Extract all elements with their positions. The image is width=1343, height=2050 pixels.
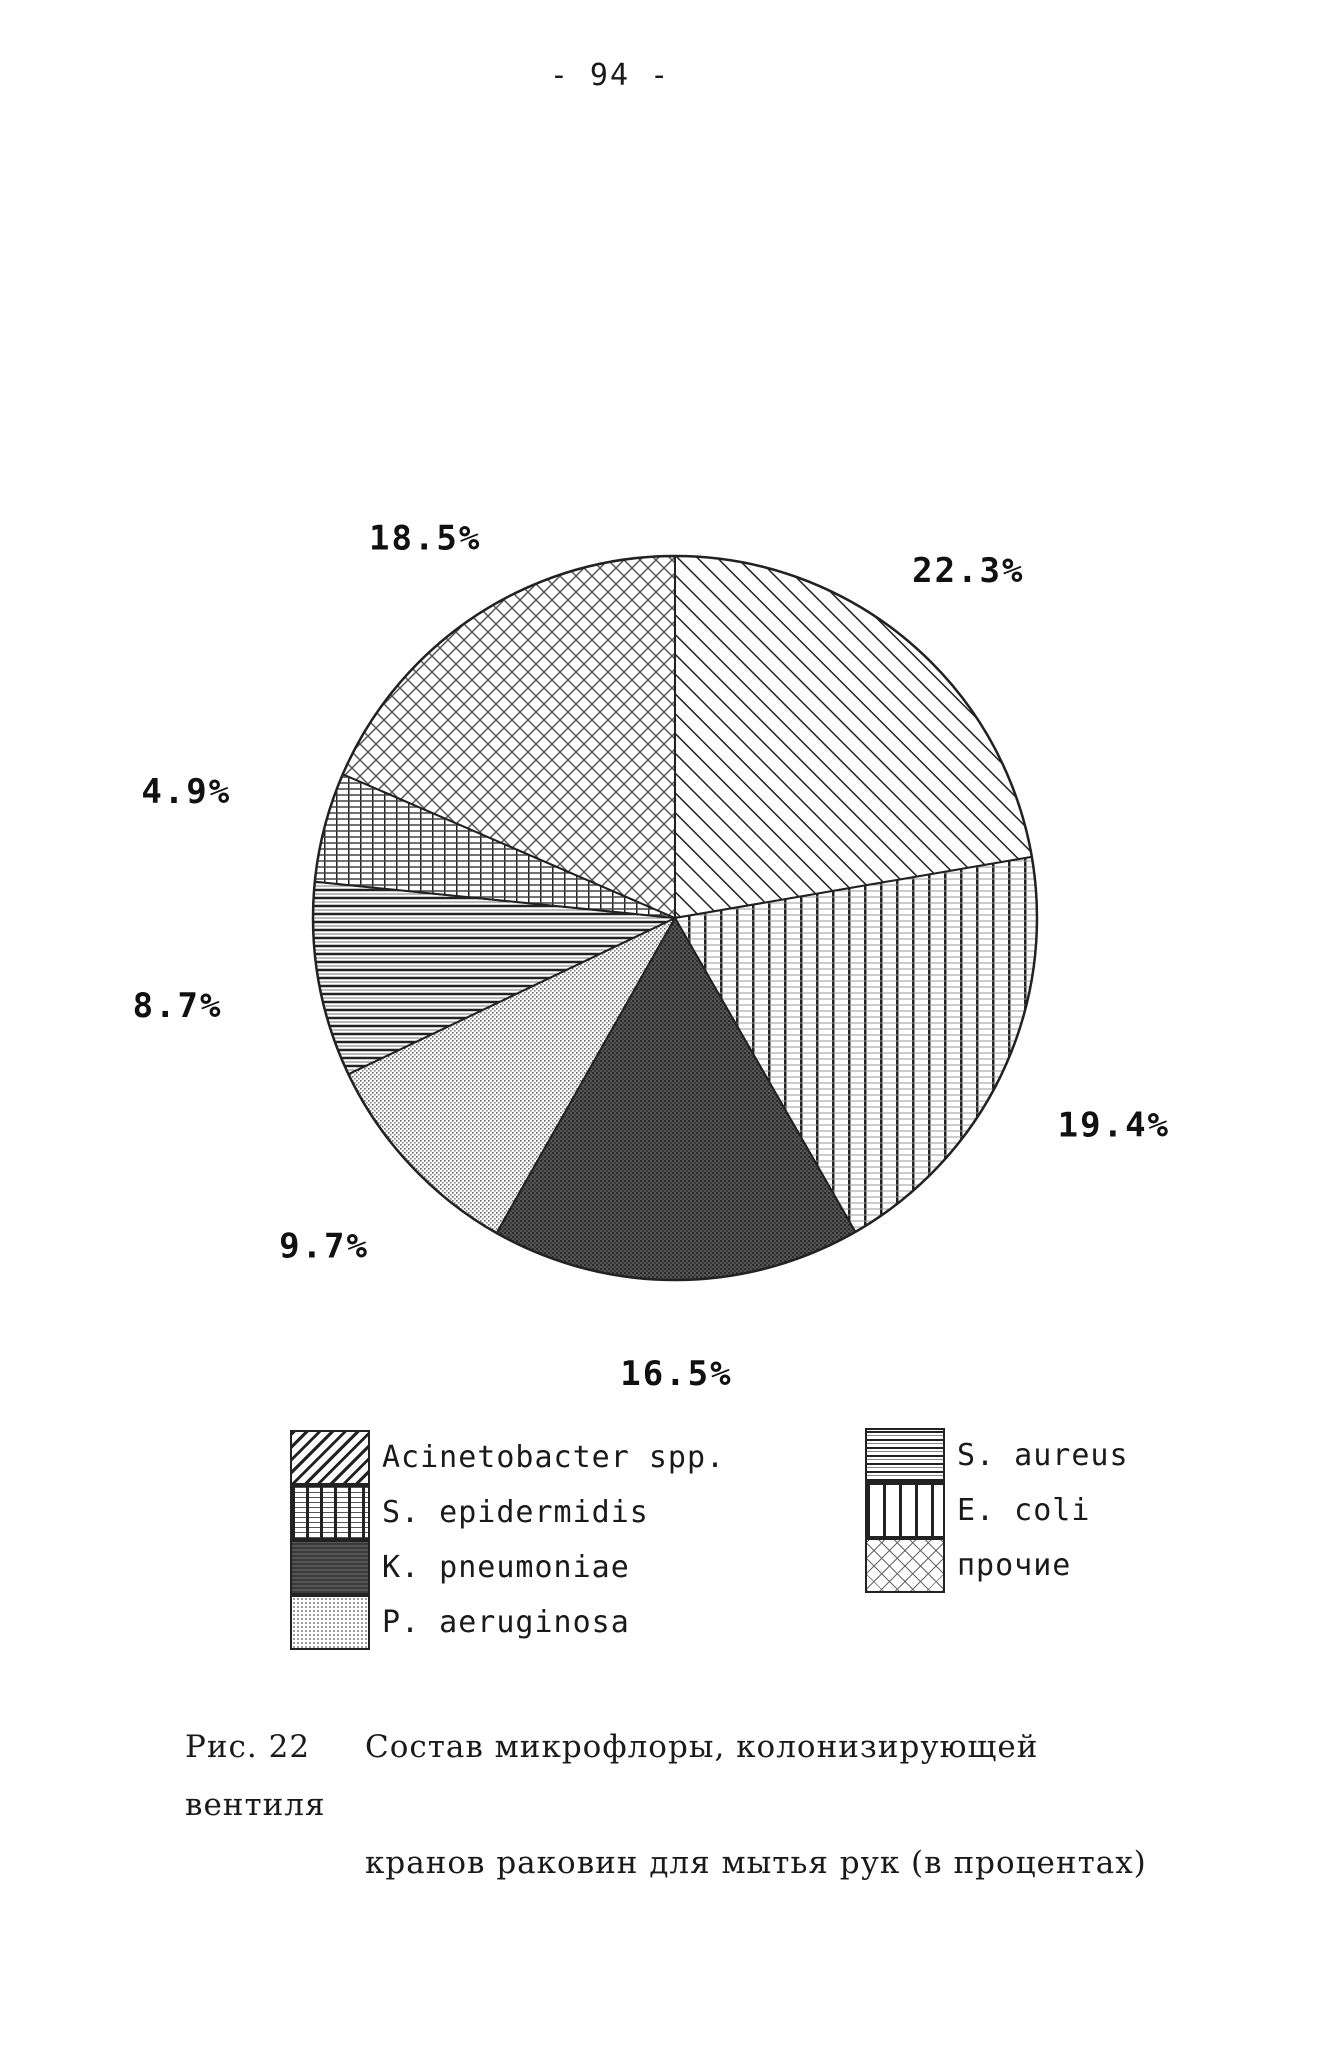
legend-item xyxy=(290,1430,725,1485)
legend-label: S. aureus xyxy=(957,1438,1129,1473)
figure-label: Рис. 22 xyxy=(185,1729,311,1765)
caption-line-2: кранов раковин для мытья рук (в процентах) xyxy=(365,1845,1147,1881)
legend-swatch xyxy=(290,1430,370,1485)
legend-item xyxy=(290,1485,725,1540)
caption-line-1: Состав микрофлоры, колонизирующей вентиля xyxy=(185,1729,1039,1823)
legend-label: K. pneumoniae xyxy=(382,1550,630,1585)
pie-slice-acinetobacter-spp xyxy=(675,556,1032,918)
slice-label: 19.4% xyxy=(1057,1105,1171,1146)
legend-item xyxy=(865,1483,1129,1538)
legend-label: прочие xyxy=(957,1548,1072,1583)
slice-label: 8.7% xyxy=(132,985,223,1026)
slice-label: 16.5% xyxy=(620,1353,733,1394)
legend-swatch xyxy=(290,1485,370,1540)
legend-left xyxy=(290,1430,725,1650)
legend-swatch xyxy=(865,1428,945,1483)
legend-swatch xyxy=(290,1540,370,1595)
page-number: - 94 - xyxy=(549,58,671,93)
legend-item xyxy=(290,1540,725,1595)
slice-label: 4.9% xyxy=(141,771,232,812)
legend-swatch xyxy=(865,1538,945,1593)
legend-item xyxy=(865,1428,1129,1483)
legend-label: S. epidermidis xyxy=(382,1495,649,1530)
figure-caption xyxy=(185,1718,1185,1892)
legend-item xyxy=(865,1538,1129,1593)
legend-swatch xyxy=(865,1483,945,1538)
legend-right xyxy=(865,1428,1129,1593)
slice-label: 22.3% xyxy=(912,551,1025,592)
legend-label: E. coli xyxy=(957,1493,1091,1528)
legend-swatch xyxy=(290,1595,370,1650)
legend-item xyxy=(290,1595,725,1650)
legend-label: P. aeruginosa xyxy=(382,1605,630,1640)
slice-label: 18.5% xyxy=(369,518,482,559)
slice-label: 9.7% xyxy=(279,1226,370,1267)
legend-label: Acinetobacter spp. xyxy=(382,1440,726,1475)
